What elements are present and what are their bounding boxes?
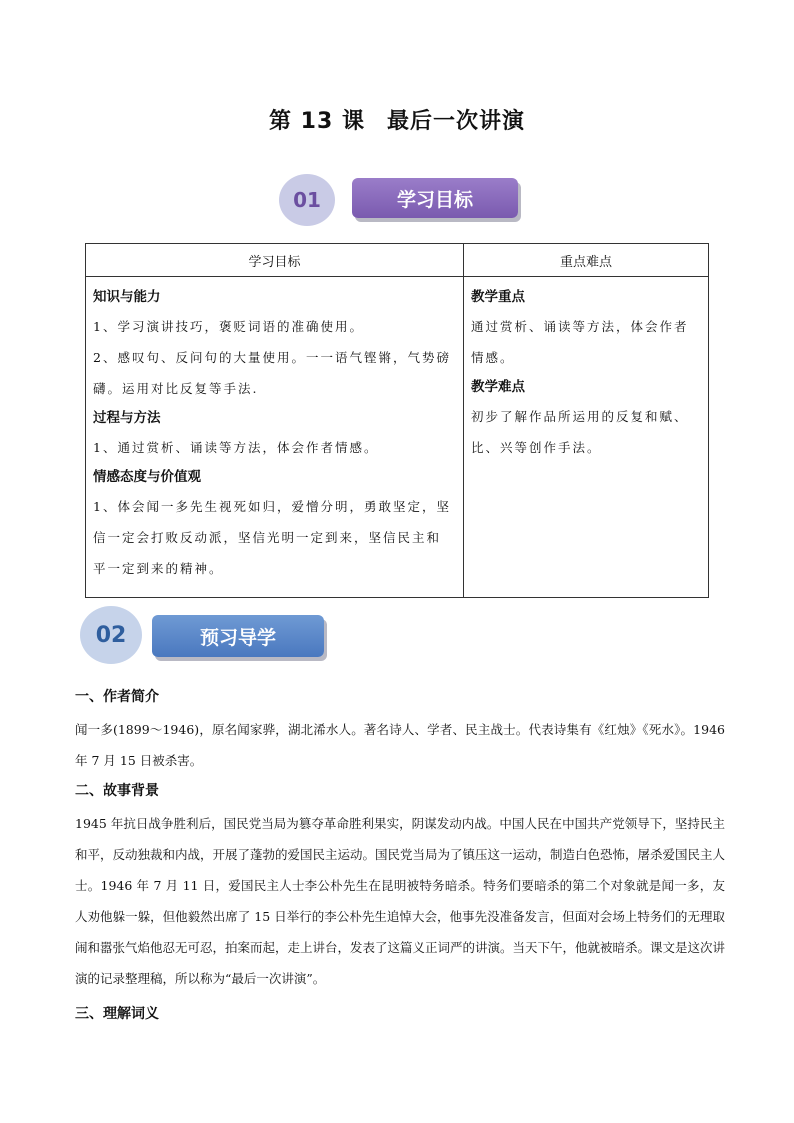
table-row xyxy=(86,277,709,598)
table-header-goals: 学习目标 xyxy=(86,244,464,277)
learning-goals-table xyxy=(85,243,709,598)
knowledge-item: 2、感叹句、反问句的大量使用。一一语气铿锵，气势磅礴。运用对比反复等手法. xyxy=(93,350,451,396)
section-banner-preview: 预习导学 xyxy=(152,615,324,657)
process-heading: 过程与方法 xyxy=(93,410,161,426)
section-number-badge: 02 xyxy=(80,606,142,664)
key-heading: 教学重点 xyxy=(471,289,525,305)
table-header-row xyxy=(86,244,709,277)
section-banner-learning-goals: 学习目标 xyxy=(352,178,518,218)
key-text: 通过赏析、诵读等方法，体会作者情感。 xyxy=(471,319,689,365)
page-title xyxy=(0,104,794,135)
vocab-heading: 三、理解词义 xyxy=(75,1006,159,1022)
background-heading: 二、故事背景 xyxy=(75,783,159,799)
knowledge-item: 1、学习演讲技巧，褒贬词语的准确使用。 xyxy=(93,319,364,334)
emotion-heading: 情感态度与价值观 xyxy=(93,469,201,485)
difficult-text: 初步了解作品所运用的反复和赋、比、兴等创作手法。 xyxy=(471,409,689,455)
emotion-item: 1、体会闻一多先生视死如归，爱憎分明，勇敢坚定，坚信一定会打败反动派，坚信光明一定到来，坚信民主和平一定到来的精神。 xyxy=(93,499,451,576)
difficult-heading: 教学难点 xyxy=(471,379,525,395)
author-text: 闻一多(1899～1946)，原名闻家骅，湖北浠水人。著名诗人、学者、民主战士。代表诗集有《红烛》《死水》。1946 年 7 月 15 日被杀害。 xyxy=(75,722,725,768)
lesson-number: 第 13 课 xyxy=(269,109,365,134)
key-points-cell xyxy=(464,277,709,598)
goals-cell xyxy=(86,277,464,598)
author-heading: 一、作者简介 xyxy=(75,689,159,705)
section-number-badge: 01 xyxy=(279,174,335,226)
table-header-key-points: 重点难点 xyxy=(464,244,709,277)
lesson-name: 最后一次讲演 xyxy=(386,109,525,134)
knowledge-heading: 知识与能力 xyxy=(93,289,161,305)
background-text: 1945 年抗日战争胜利后，国民党当局为篡夺革命胜利果实，阴谋发动内战。中国人民在中国共产党领导下，坚持民主和平，反动独裁和内战，开展了蓬勃的爱国民主运动。国民党当局为了镇压这一运动，制造白色恐怖，屠杀爱国民主人士。1946 年 7 月 11 日，爱国民主人士李公朴先生在昆明被特务暗杀。特务们要暗杀的第二个对象就是闻一多，友人劝他躲一躲，但他毅然出席了 15 日举行的李公朴先生追悼大会，他事先没准备发言，但面对会场上特务们的无理取闹和嚣张气焰他忍无可忍，拍案而起，走上讲台，发表了这篇义正词严的讲演。当天下午，他就被暗杀。课文是这次讲演的记录整理稿，所以称为“最后一次讲演”。 xyxy=(75,816,726,986)
process-item: 1、通过赏析、诵读等方法，体会作者情感。 xyxy=(93,440,379,455)
